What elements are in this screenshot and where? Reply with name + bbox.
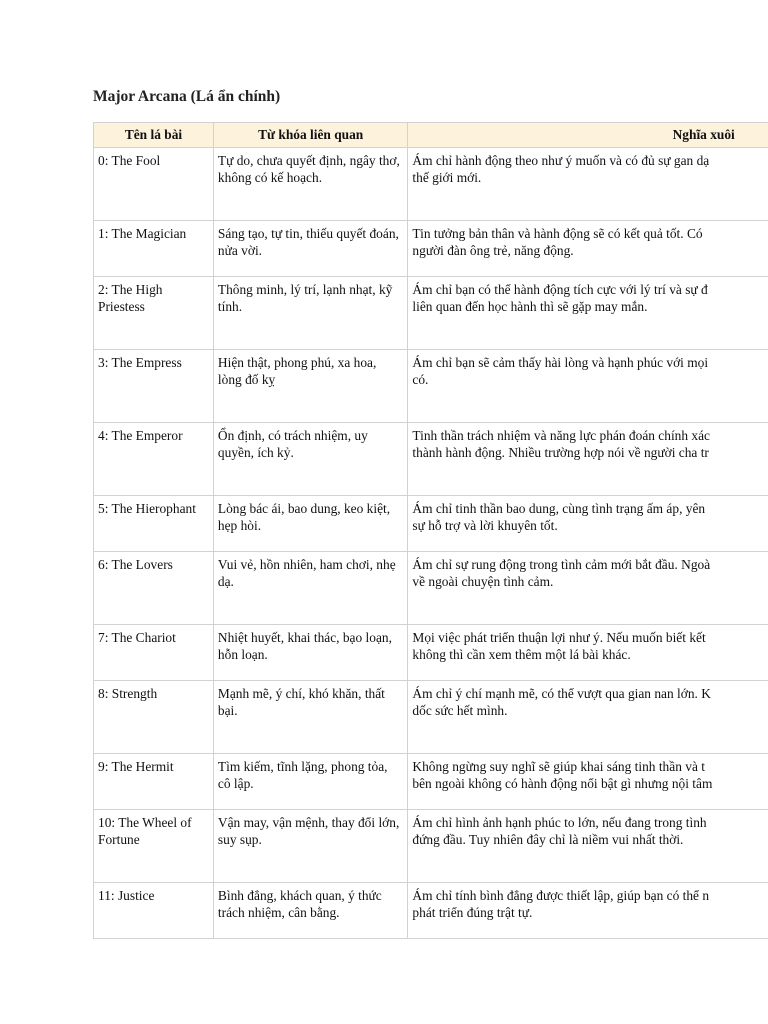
meaning-line: người đàn ông trẻ, năng động.: [412, 243, 574, 258]
meaning-line: Ám chỉ hình ảnh hạnh phúc to lớn, nếu đang trong tình: [412, 815, 707, 830]
card-name-cell: 3: The Empress: [94, 350, 214, 423]
card-name-cell: 6: The Lovers: [94, 552, 214, 625]
table-row: [94, 625, 768, 681]
keywords-cell: Ổn định, có trách nhiệm, uy quyền, ích kỷ.: [213, 423, 408, 496]
meaning-line: Ám chỉ hành động theo như ý muốn và có đủ sự gan dạ: [412, 153, 710, 168]
meaning-line: Ám chỉ bạn sẽ cảm thấy hài lòng và hạnh phúc với mọi: [412, 355, 709, 370]
meaning-line: Không ngừng suy nghĩ sẽ giúp khai sáng tinh thần và t: [412, 759, 705, 774]
meaning-cell: [408, 148, 768, 221]
major-arcana-table: [93, 122, 768, 939]
keywords-cell: Nhiệt huyết, khai thác, bạo loạn, hỗn loạn.: [213, 625, 408, 681]
card-name-cell: 4: The Emperor: [94, 423, 214, 496]
table-row: [94, 277, 768, 350]
card-name-cell: 7: The Chariot: [94, 625, 214, 681]
table-header-row: [94, 123, 768, 148]
meaning-line: Ám chỉ ý chí mạnh mẽ, có thể vượt qua gian nan lớn. K: [412, 686, 711, 701]
meaning-line: Ám chỉ bạn có thể hành động tích cực với lý trí và sự đ: [412, 282, 708, 297]
card-name-cell: 10: The Wheel of Fortune: [94, 810, 214, 883]
meaning-cell: [408, 277, 768, 350]
table-row: [94, 754, 768, 810]
keywords-cell: Bình đẳng, khách quan, ý thức trách nhiệm, cân bằng.: [213, 883, 408, 939]
keywords-cell: Lòng bác ái, bao dung, keo kiệt, hẹp hòi.: [213, 496, 408, 552]
meaning-line: không thì cần xem thêm một lá bài khác.: [412, 647, 631, 662]
meaning-cell: [408, 221, 768, 277]
header-card-name: Tên lá bài: [94, 123, 214, 148]
meaning-line: về ngoài chuyện tình cảm.: [412, 574, 554, 589]
card-name-cell: 2: The High Priestess: [94, 277, 214, 350]
meaning-cell: [408, 423, 768, 496]
header-keywords: Từ khóa liên quan: [213, 123, 408, 148]
card-name-cell: 5: The Hierophant: [94, 496, 214, 552]
meaning-line: phát triển đúng trật tự.: [412, 905, 533, 920]
table-row: [94, 148, 768, 221]
meaning-line: thành hành động. Nhiều trường hợp nói về người cha tr: [412, 445, 709, 460]
meaning-cell: [408, 496, 768, 552]
meaning-line: Ám chỉ tinh thần bao dung, cùng tình trạng ấm áp, yên: [412, 501, 706, 516]
keywords-cell: Vận may, vận mệnh, thay đổi lớn, suy sụp.: [213, 810, 408, 883]
meaning-cell: [408, 681, 768, 754]
meaning-line: dốc sức hết mình.: [412, 703, 508, 718]
header-meaning: Nghĩa xuôi: [408, 123, 768, 148]
meaning-cell: [408, 552, 768, 625]
table-row: [94, 423, 768, 496]
meaning-line: Ám chỉ sự rung động trong tình cảm mới bắt đầu. Ngoà: [412, 557, 711, 572]
meaning-line: bên ngoài không có hành động nổi bật gì nhưng nội tâm: [412, 776, 713, 791]
meaning-line: sự hỗ trợ và lời khuyên tốt.: [412, 518, 558, 533]
keywords-cell: Mạnh mẽ, ý chí, khó khăn, thất bại.: [213, 681, 408, 754]
table-row: [94, 350, 768, 423]
page-title: Major Arcana (Lá ẩn chính): [93, 88, 281, 105]
keywords-cell: Hiện thật, phong phú, xa hoa, lòng đố kỵ: [213, 350, 408, 423]
keywords-cell: Tìm kiếm, tĩnh lặng, phong tỏa, cô lập.: [213, 754, 408, 810]
meaning-cell: [408, 625, 768, 681]
keywords-cell: Tự do, chưa quyết định, ngây thơ, không có kế hoạch.: [213, 148, 408, 221]
card-name-cell: 0: The Fool: [94, 148, 214, 221]
meaning-cell: [408, 810, 768, 883]
meaning-line: Mọi việc phát triển thuận lợi như ý. Nếu muốn biết kết: [412, 630, 706, 645]
table-row: [94, 552, 768, 625]
table-row: [94, 810, 768, 883]
meaning-line: thế giới mới.: [412, 170, 482, 185]
table-body: [94, 148, 768, 939]
table-row: [94, 496, 768, 552]
table-row: [94, 681, 768, 754]
card-name-cell: 8: Strength: [94, 681, 214, 754]
meaning-cell: [408, 883, 768, 939]
meaning-cell: [408, 350, 768, 423]
meaning-line: có.: [412, 372, 429, 387]
table-row: [94, 883, 768, 939]
meaning-cell: [408, 754, 768, 810]
meaning-line: Tinh thần trách nhiệm và năng lực phán đoán chính xác: [412, 428, 710, 443]
card-name-cell: 11: Justice: [94, 883, 214, 939]
meaning-line: đứng đầu. Tuy nhiên đây chỉ là niềm vui nhất thời.: [412, 832, 684, 847]
meaning-line: Ám chỉ tính bình đẳng được thiết lập, giúp bạn có thể n: [412, 888, 710, 903]
table-row: [94, 221, 768, 277]
keywords-cell: Vui vẻ, hồn nhiên, ham chơi, nhẹ dạ.: [213, 552, 408, 625]
card-name-cell: 9: The Hermit: [94, 754, 214, 810]
keywords-cell: Sáng tạo, tự tin, thiếu quyết đoán, nửa vời.: [213, 221, 408, 277]
card-name-cell: 1: The Magician: [94, 221, 214, 277]
meaning-line: Tin tưởng bản thân và hành động sẽ có kết quả tốt. Có: [412, 226, 703, 241]
meaning-line: liên quan đến học hành thì sẽ gặp may mắn.: [412, 299, 648, 314]
keywords-cell: Thông minh, lý trí, lạnh nhạt, kỹ tính.: [213, 277, 408, 350]
